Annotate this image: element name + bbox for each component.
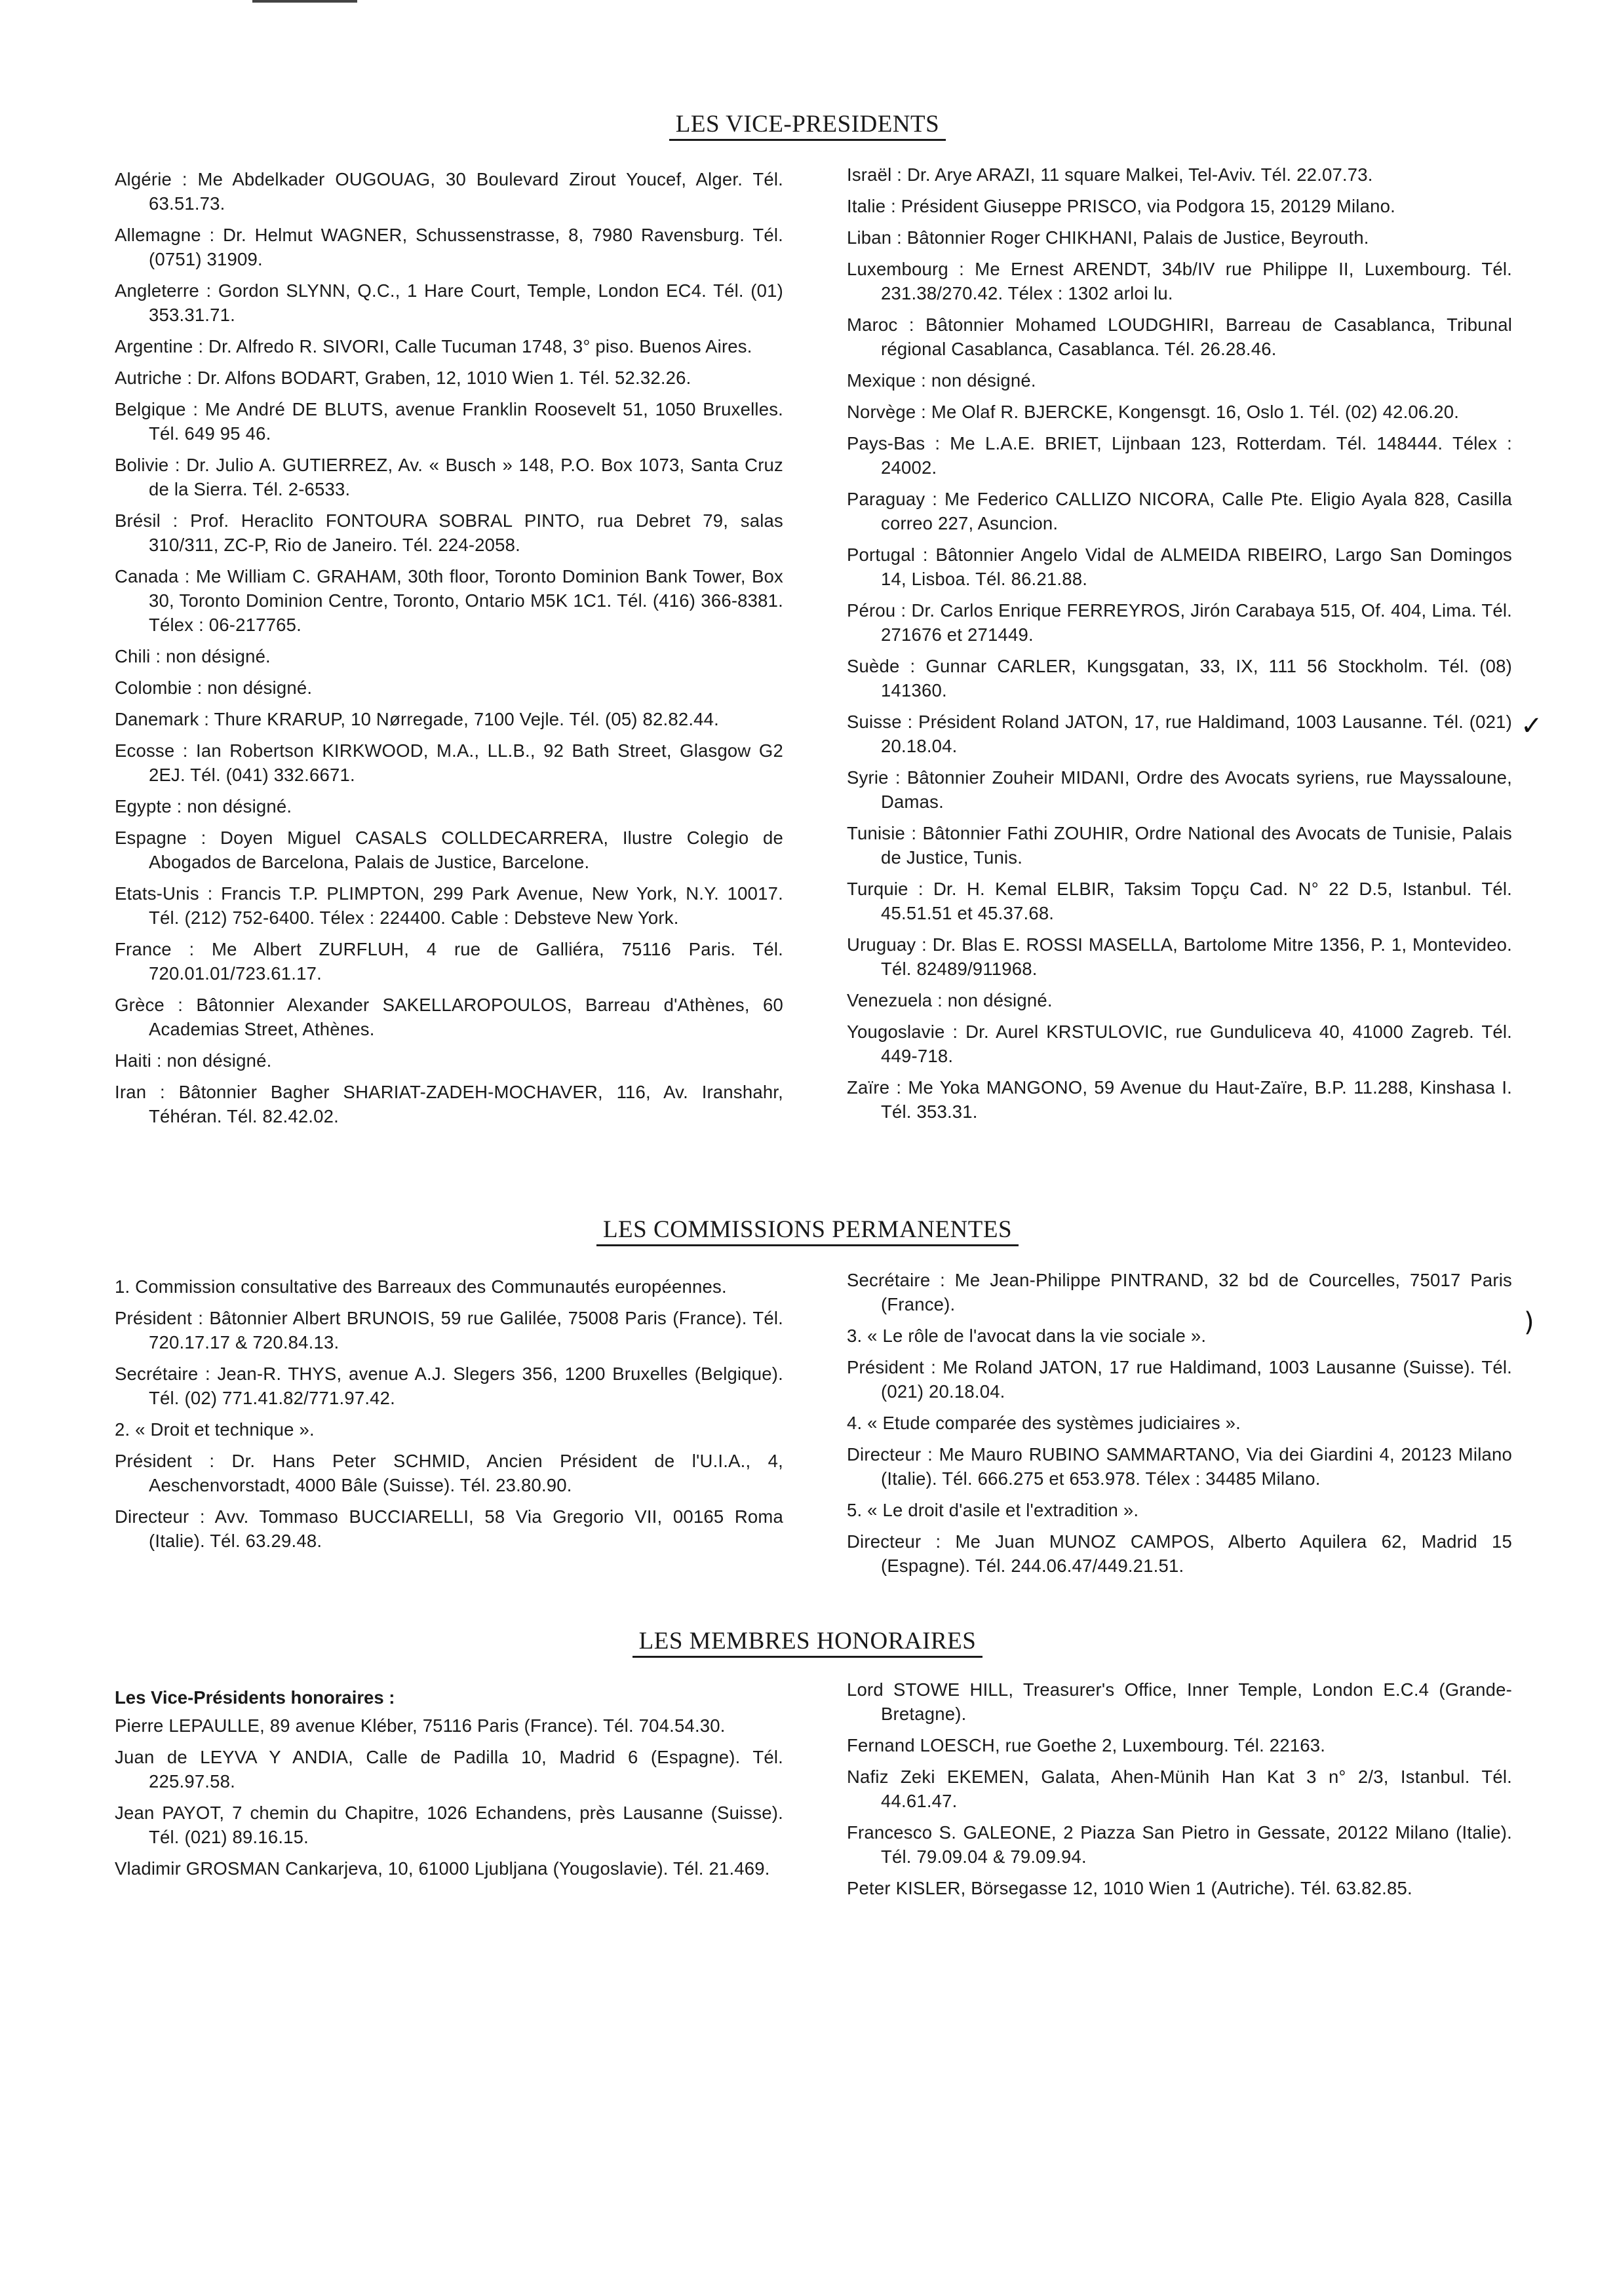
check-mark-icon: ) (1524, 1307, 1534, 1337)
directory-entry: Pays-Bas : Me L.A.E. BRIET, Lijnbaan 123, Rotterdam. Tél. 148444. Télex : 24002. (847, 433, 1512, 478)
directory-entry: Venezuela : non désigné. (847, 990, 1053, 1010)
directory-entry: Autriche : Dr. Alfons BODART, Graben, 12, 1010 Wien 1. Tél. 52.32.26. (115, 368, 691, 388)
honorary-left-list (115, 1713, 783, 1881)
section-title-vice-presidents: LES VICE-PRESIDENTS (0, 110, 1615, 138)
directory-entry: Colombie : non désigné. (115, 678, 313, 698)
top-rule (252, 0, 357, 3)
directory-entry: Directeur : Me Mauro RUBINO SAMMARTANO, Via dei Giardini 4, 20123 Milano (Italie). Tél. 666.275 et 653.978. Télex : 34485 Milano. (847, 1444, 1512, 1489)
directory-entry: Espagne : Doyen Miguel CASALS COLLDECARRERA, Ilustre Colegio de Abogados de Barcelona, Palais de Justice, Barcelone. (115, 828, 783, 872)
directory-entry: Fernand LOESCH, rue Goethe 2, Luxembourg. Tél. 22163. (847, 1735, 1326, 1755)
directory-entry: Zaïre : Me Yoka MANGONO, 59 Avenue du Haut-Zaïre, B.P. 11.288, Kinshasa I. Tél. 353.31. (847, 1077, 1512, 1122)
directory-entry: Turquie : Dr. H. Kemal ELBIR, Taksim Topçu Cad. N° 22 D.5, Istanbul. Tél. 45.51.51 et 45.37.68. (847, 879, 1512, 923)
directory-entry: Brésil : Prof. Heraclito FONTOURA SOBRAL PINTO, rua Debret 79, salas 310/311, ZC-P, Rio de Janeiro. Tél. 224-2058. (115, 510, 783, 555)
directory-entry: Yougoslavie : Dr. Aurel KRSTULOVIC, rue Gunduliceva 40, 41000 Zagreb. Tél. 449-718. (847, 1022, 1512, 1066)
directory-entry: 1. Commission consultative des Barreaux des Communautés européennes. (115, 1276, 727, 1297)
directory-entry: Jean PAYOT, 7 chemin du Chapitre, 1026 Echandens, près Lausanne (Suisse). Tél. (021) 89.16.15. (115, 1803, 783, 1847)
directory-entry: Nafiz Zeki EKEMEN, Galata, Ahen-Münih Han Kat 3 n° 2/3, Istanbul. Tél. 44.61.47. (847, 1767, 1512, 1811)
honorary-left-column (115, 1685, 783, 1888)
directory-entry: Tunisie : Bâtonnier Fathi ZOUHIR, Ordre National des Avocats de Tunisie, Palais de Justice, Tunis. (847, 823, 1512, 868)
directory-entry: Peter KISLER, Börsegasse 12, 1010 Wien 1 (Autriche). Tél. 63.82.85. (847, 1878, 1412, 1898)
directory-entry: 2. « Droit et technique ». (115, 1419, 315, 1440)
section-title-honorary-members: LES MEMBRES HONORAIRES (0, 1627, 1615, 1655)
directory-entry: Egypte : non désigné. (115, 796, 292, 816)
directory-entry: Angleterre : Gordon SLYNN, Q.C., 1 Hare Court, Temple, London EC4. Tél. (01) 353.31.71. (115, 280, 783, 325)
commissions-left-column (115, 1274, 783, 1560)
directory-entry: Etats-Unis : Francis T.P. PLIMPTON, 299 Park Avenue, New York, N.Y. 10017. Tél. (212) 752-6400. Télex : 224400. Cable : Debsteve New York. (115, 883, 783, 928)
directory-entry: Bolivie : Dr. Julio A. GUTIERREZ, Av. « Busch » 148, P.O. Box 1073, Santa Cruz de la Sierra. Tél. 2-6533. (115, 455, 783, 499)
directory-entry: Canada : Me William C. GRAHAM, 30th floor, Toronto Dominion Bank Tower, Box 30, Toronto Dominion Centre, Toronto, Ontario M5K 1C1. Tél. (416) 366-8381. Télex : 06-217765. (115, 566, 783, 635)
directory-entry: Mexique : non désigné. (847, 370, 1036, 391)
directory-entry: Paraguay : Me Federico CALLIZO NICORA, Calle Pte. Eligio Ayala 828, Casilla correo 227, Asuncion. (847, 489, 1512, 533)
directory-entry: Suède : Gunnar CARLER, Kungsgatan, 33, IX, 111 56 Stockholm. Tél. (08) 141360. (847, 656, 1512, 700)
vice-presidents-right-column (847, 163, 1512, 1131)
vice-presidents-left-column (115, 167, 783, 1136)
directory-entry: Vladimir GROSMAN Cankarjeva, 10, 61000 Ljubljana (Yougoslavie). Tél. 21.469. (115, 1858, 770, 1879)
directory-entry: Lord STOWE HILL, Treasurer's Office, Inner Temple, London E.C.4 (Grande-Bretagne). (847, 1679, 1512, 1724)
directory-entry: Portugal : Bâtonnier Angelo Vidal de ALMEIDA RIBEIRO, Largo San Domingos 14, Lisboa. Tél. 86.21.88. (847, 545, 1512, 589)
honorary-subtitle: Les Vice-Présidents honoraires : (115, 1687, 395, 1708)
directory-entry: Italie : Président Giuseppe PRISCO, via Podgora 15, 20129 Milano. (847, 196, 1395, 216)
directory-entry: Syrie : Bâtonnier Zouheir MIDANI, Ordre des Avocats syriens, rue Mayssaloune, Damas. (847, 767, 1512, 812)
directory-entry: Juan de LEYVA Y ANDIA, Calle de Padilla 10, Madrid 6 (Espagne). Tél. 225.97.58. (115, 1747, 783, 1791)
directory-entry: Pierre LEPAULLE, 89 avenue Kléber, 75116 Paris (France). Tél. 704.54.30. (115, 1715, 726, 1736)
directory-entry: Belgique : Me André DE BLUTS, avenue Franklin Roosevelt 51, 1050 Bruxelles. Tél. 649 95 46. (115, 399, 783, 444)
directory-entry: Président : Me Roland JATON, 17 rue Haldimand, 1003 Lausanne (Suisse). Tél. (021) 20.18.04. (847, 1357, 1512, 1402)
directory-entry: Luxembourg : Me Ernest ARENDT, 34b/IV rue Philippe II, Luxembourg. Tél. 231.38/270.42. Télex : 1302 arloi lu. (847, 259, 1512, 303)
directory-entry: Argentine : Dr. Alfredo R. SIVORI, Calle Tucuman 1748, 3° piso. Buenos Aires. (115, 336, 752, 356)
directory-entry: Iran : Bâtonnier Bagher SHARIAT-ZADEH-MOCHAVER, 116, Av. Iranshahr, Téhéran. Tél. 82.42.02. (115, 1082, 783, 1126)
directory-entry: Danemark : Thure KRARUP, 10 Nørregade, 7100 Vejle. Tél. (05) 82.82.44. (115, 709, 719, 729)
directory-entry: Président : Dr. Hans Peter SCHMID, Ancien Président de l'U.I.A., 4, Aeschenvorstadt, 4000 Bâle (Suisse). Tél. 23.80.90. (115, 1451, 783, 1495)
directory-entry: France : Me Albert ZURFLUH, 4 rue de Galliéra, 75116 Paris. Tél. 720.01.01/723.61.17. (115, 939, 783, 984)
directory-entry: Directeur : Me Juan MUNOZ CAMPOS, Alberto Aquilera 62, Madrid 15 (Espagne). Tél. 244.06.47/449.21.51. (847, 1531, 1512, 1576)
honorary-right-column (847, 1677, 1512, 1907)
directory-entry: Secrétaire : Me Jean-Philippe PINTRAND, 32 bd de Courcelles, 75017 Paris (France). (847, 1270, 1512, 1314)
directory-entry: Francesco S. GALEONE, 2 Piazza San Pietro in Gessate, 20122 Milano (Italie). Tél. 79.09.04 & 79.09.94. (847, 1822, 1512, 1867)
directory-entry: Chili : non désigné. (115, 646, 271, 666)
directory-entry: 5. « Le droit d'asile et l'extradition ». (847, 1500, 1139, 1520)
directory-entry: Allemagne : Dr. Helmut WAGNER, Schussenstrasse, 8, 7980 Ravensburg. Tél. (0751) 31909. (115, 225, 783, 269)
commissions-right-column (847, 1268, 1512, 1585)
directory-entry: Liban : Bâtonnier Roger CHIKHANI, Palais de Justice, Beyrouth. (847, 227, 1369, 248)
directory-entry: Haiti : non désigné. (115, 1050, 272, 1071)
directory-entry: Secrétaire : Jean-R. THYS, avenue A.J. Slegers 356, 1200 Bruxelles (Belgique). Tél. (02) 771.41.82/771.97.42. (115, 1364, 783, 1408)
directory-entry: Suisse : Président Roland JATON, 17, rue Haldimand, 1003 Lausanne. Tél. (021) 20.18.04. (847, 712, 1512, 756)
directory-entry: Maroc : Bâtonnier Mohamed LOUDGHIRI, Barreau de Casablanca, Tribunal régional Casablanca, Casablanca. Tél. 26.28.46. (847, 315, 1512, 359)
check-mark-icon: ✓ (1521, 711, 1543, 741)
directory-entry: 3. « Le rôle de l'avocat dans la vie sociale ». (847, 1326, 1207, 1346)
directory-entry: Algérie : Me Abdelkader OUGOUAG, 30 Boulevard Zirout Youcef, Alger. Tél. 63.51.73. (115, 169, 783, 214)
directory-entry: Directeur : Avv. Tommaso BUCCIARELLI, 58 Via Gregorio VII, 00165 Roma (Italie). Tél. 63.29.48. (115, 1506, 783, 1551)
directory-entry: Président : Bâtonnier Albert BRUNOIS, 59 rue Galilée, 75008 Paris (France). Tél. 720.17.17 & 720.84.13. (115, 1308, 783, 1352)
directory-entry: Norvège : Me Olaf R. BJERCKE, Kongensgt. 16, Oslo 1. Tél. (02) 42.06.20. (847, 402, 1460, 422)
directory-entry: Ecosse : Ian Robertson KIRKWOOD, M.A., LL.B., 92 Bath Street, Glasgow G2 2EJ. Tél. (041) 332.6671. (115, 740, 783, 785)
directory-entry: Grèce : Bâtonnier Alexander SAKELLAROPOULOS, Barreau d'Athènes, 60 Academias Street, Athènes. (115, 995, 783, 1039)
section-title-commissions: LES COMMISSIONS PERMANENTES (0, 1215, 1615, 1244)
directory-entry: Uruguay : Dr. Blas E. ROSSI MASELLA, Bartolome Mitre 1356, P. 1, Montevideo. Tél. 82489/911968. (847, 934, 1512, 979)
directory-entry: Israël : Dr. Arye ARAZI, 11 square Malkei, Tel-Aviv. Tél. 22.07.73. (847, 164, 1373, 185)
directory-entry: 4. « Etude comparée des systèmes judiciaires ». (847, 1413, 1241, 1433)
directory-entry: Pérou : Dr. Carlos Enrique FERREYROS, Jirón Carabaya 515, Of. 404, Lima. Tél. 271676 et 271449. (847, 600, 1512, 645)
